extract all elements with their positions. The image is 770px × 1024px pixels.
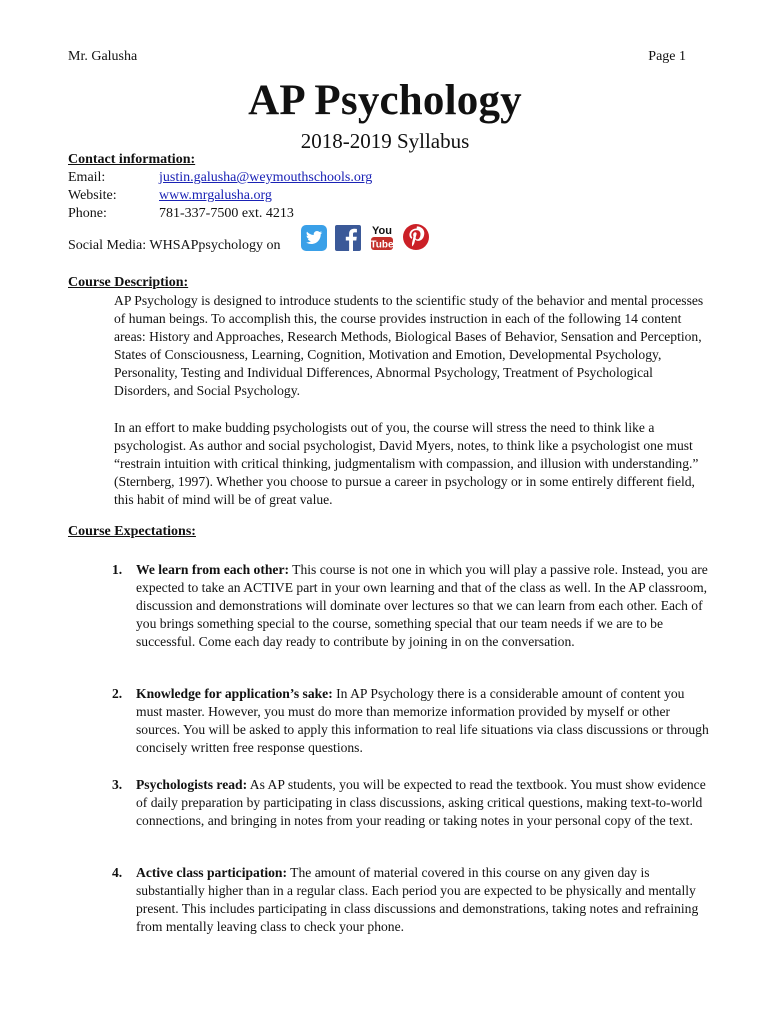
course-expectations-heading: Course Expectations: [68,524,196,539]
social-icons [300,222,430,252]
page-title: AP Psychology [248,77,522,124]
contact-heading: Contact information: [68,152,196,167]
expectation-lead: Psychologists read: [136,777,248,792]
youtube-tube-text: Tube [370,239,394,251]
course-description-heading: Course Description: [68,275,189,290]
expectation-lead: Knowledge for application’s sake: [136,686,333,701]
expectation-item-3 [112,776,712,830]
expectation-text: This course is not one in which you will play a passive role. Instead, you are expected to take an ACTIVE part in your own learning and that of the class as well. In the AP classroom, discussion and demonstrations will dominate over lectures so that we can learn from each other. Each of you brings something special to the course, something special that our team needs if we are to be successful. Come each day ready to contribute by joining in on the conversation. [136,562,708,650]
description-paragraph-2: In an effort to make budding psychologists out of you, the course will stress the need to think like a psychologist. As author and social psychologist, David Myers, notes, to think like a psychologist one must “restrain intuition with critical thinking, judgmentalism with compassion, and illusion with understanding.” (Sternberg, 1997). Whether you choose to pursue a career in psychology or in some entirely different field, this habit of mind will be of great value. [114,420,699,508]
header-author: Mr. Galusha [68,49,138,64]
expectation-number: 1. [112,562,123,577]
website-label: Website: [68,188,117,203]
youtube-icon[interactable] [368,222,396,252]
email-label: Email: [68,170,106,185]
expectation-lead: We learn from each other: [136,562,290,577]
expectation-number: 4. [112,865,123,880]
phone-label: Phone: [68,206,107,221]
page-subtitle: 2018-2019 Syllabus [300,129,470,153]
twitter-icon[interactable] [300,222,328,252]
email-link[interactable]: justin.galusha@weymouthschools.org [159,170,373,185]
description-paragraph-1: AP Psychology is designed to introduce students to the scientific study of the behavior and mental processes of human beings. To accomplish this, the course provides instruction in each of the following 14 content areas: History and Approaches, Research Methods, Biological Bases of Behavior, Sensation and Perception, States of Consciousness, Learning, Cognition, Motivation and Emotion, Developmental Psychology, Personality, Testing and Individual Differences, Abnormal Psychology, Treatment of Psychological Disorders, and Social Psychology. [114,293,704,399]
website-link[interactable]: www.mrgalusha.org [159,188,272,203]
expectation-text: The amount of material covered in this course on any given day is substantially higher than in a regular class. Each period you are expected to be physically and mentally present. This includes participating in class discussions and demonstrations, taking notes and refraining from mentally leaving class to check your phone. [136,865,699,935]
pinterest-icon[interactable] [402,222,430,252]
header-page-number: Page 1 [648,49,686,64]
youtube-you-text: You [372,225,392,237]
phone-value: 781-337-7500 ext. 4213 [159,206,294,221]
expectation-number: 2. [112,686,123,701]
expectation-item-2 [112,685,712,757]
expectation-number: 3. [112,777,123,792]
expectation-item-1 [112,561,712,651]
facebook-icon[interactable] [334,222,362,252]
expectation-text: In AP Psychology there is a considerable amount of content you must master. However, you must do more than memorize information provided by myself or other sources. You will be asked to apply this information to real life situations via class discussions or through concisely written free response questions. [136,686,709,756]
expectation-lead: Active class participation: [136,865,288,880]
expectation-item-4 [112,864,712,936]
expectation-text: As AP students, you will be expected to read the textbook. You must show evidence of daily preparation by participating in class discussions, asking critical questions, making text-to-world connections, and bringing in notes from your reading or taking notes in your personal copy of the text. [136,777,706,829]
social-media-text: Social Media: WHSAPpsychology on [68,238,281,253]
